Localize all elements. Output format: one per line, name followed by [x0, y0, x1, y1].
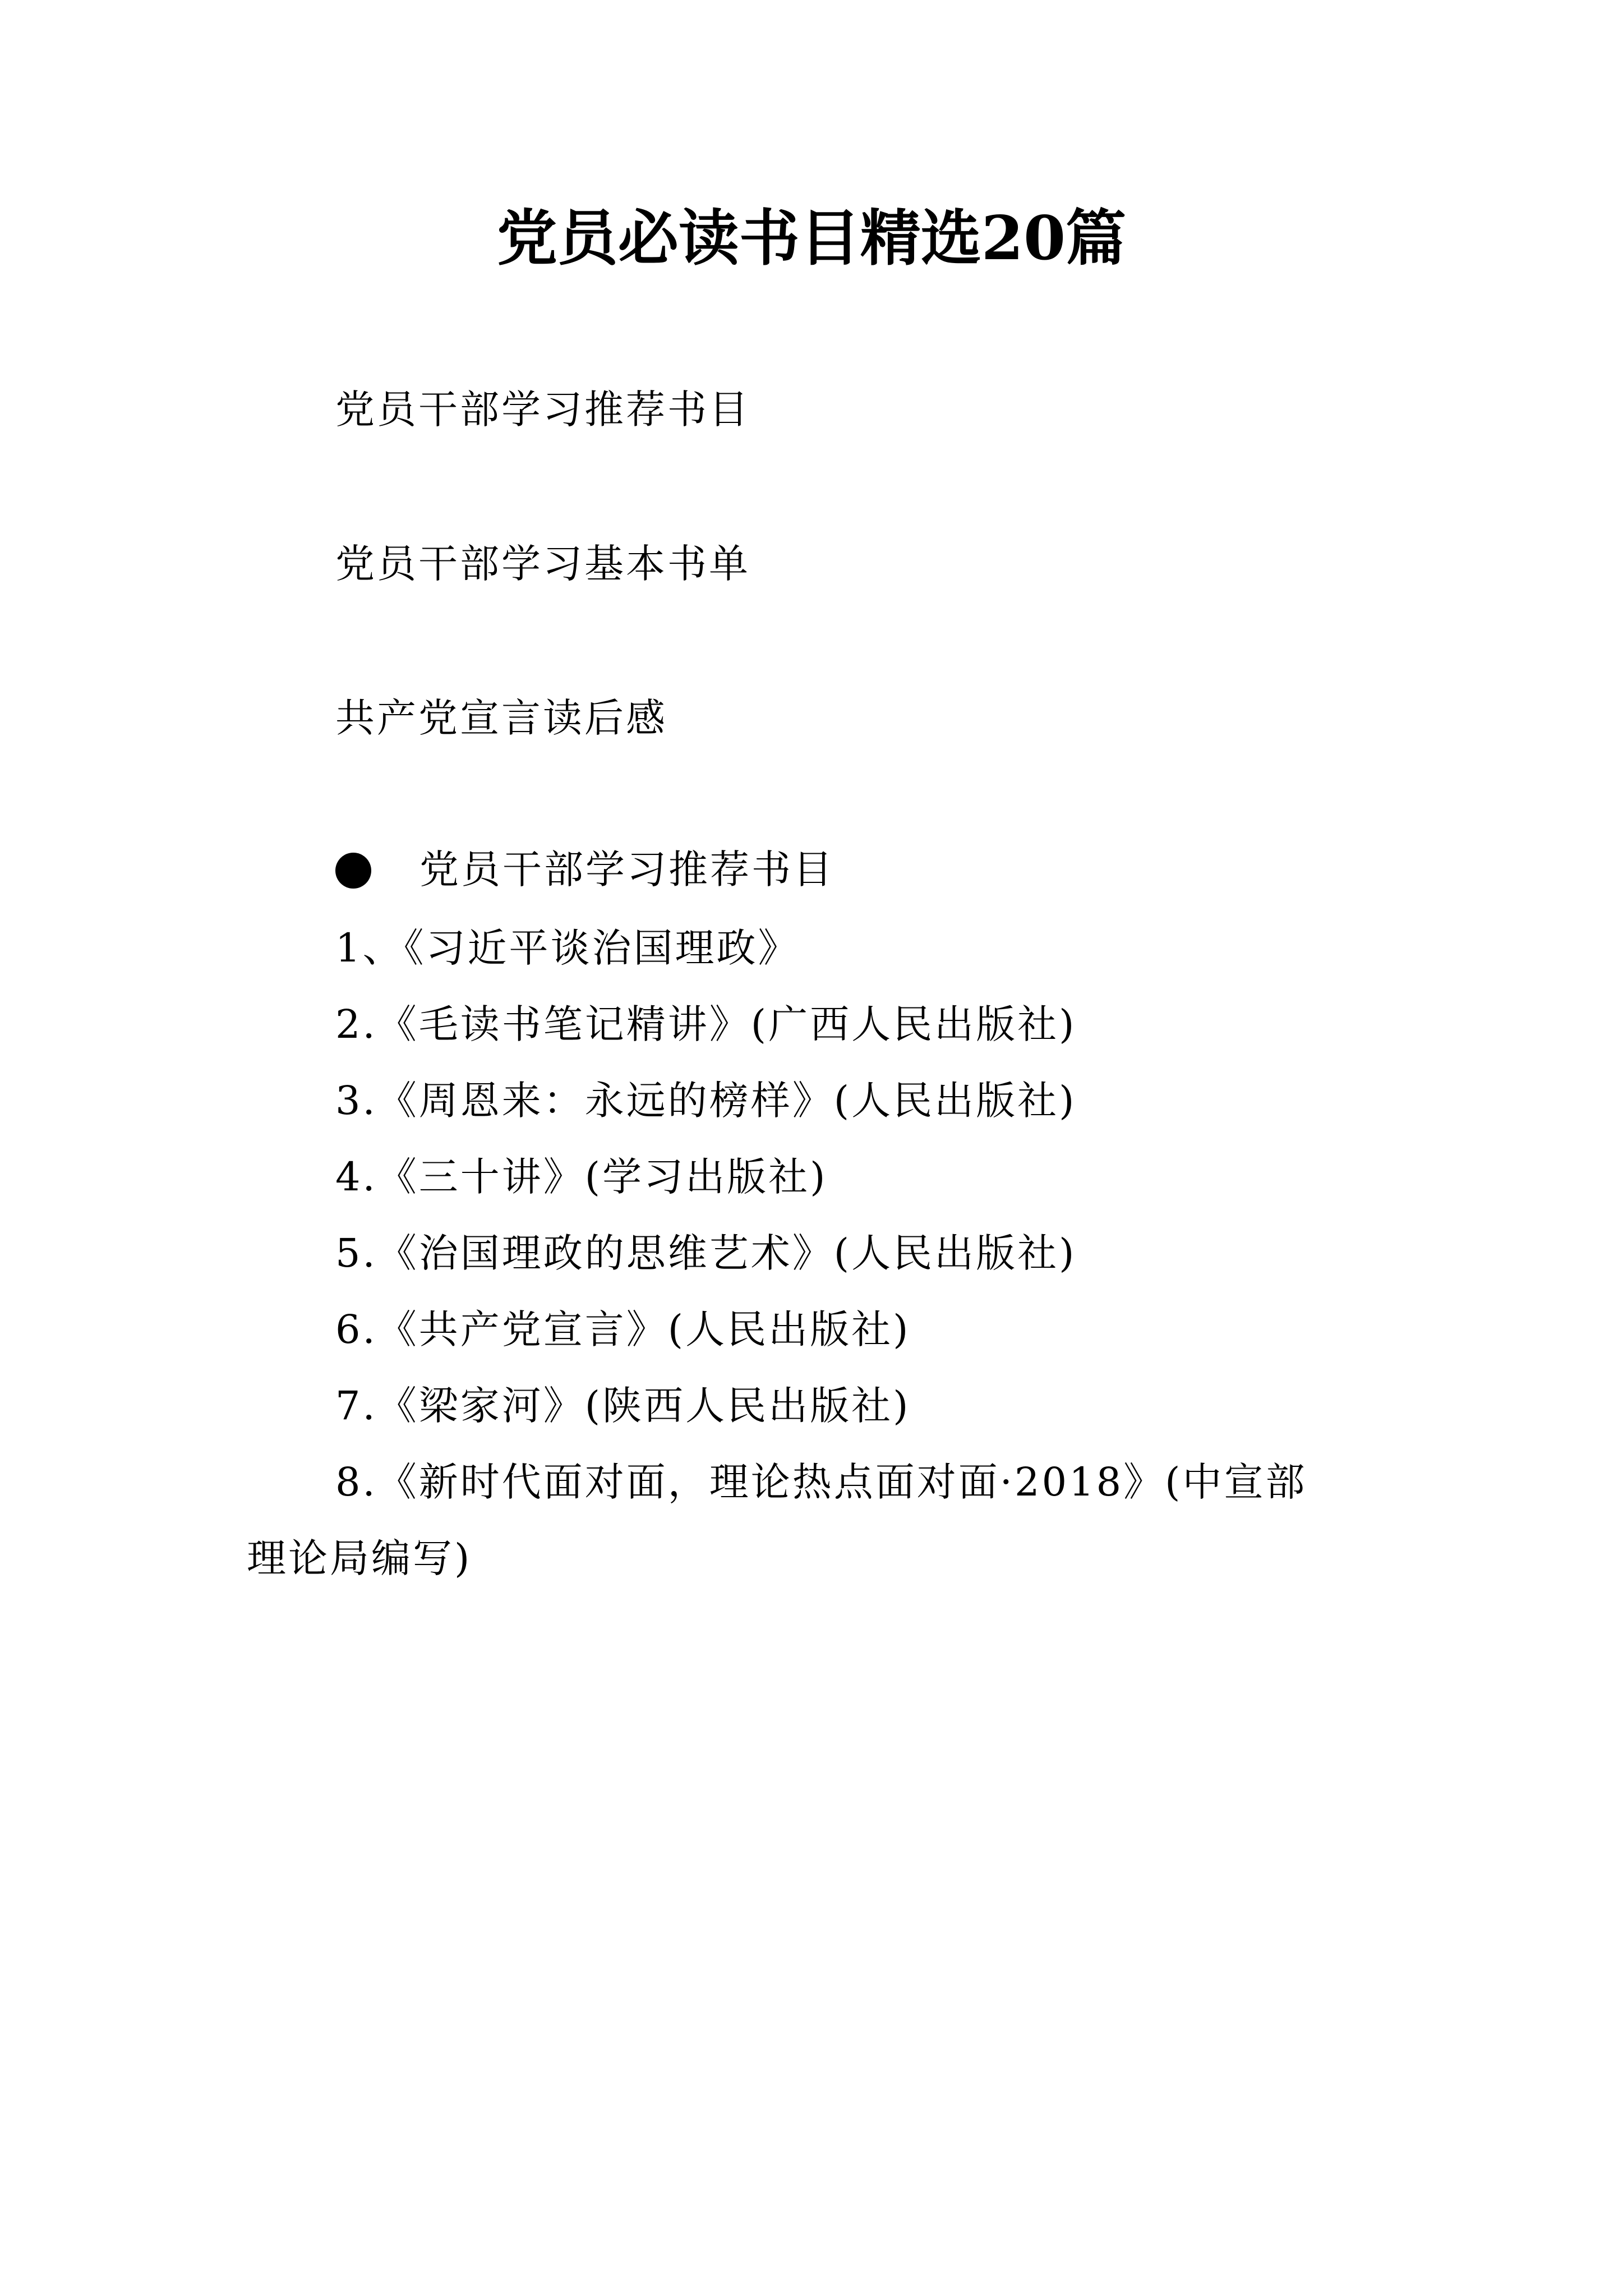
toc-item-manifesto-review: 共产党宣言读后感 [335, 695, 667, 741]
toc-item-recommended-books: 党员干部学习推荐书目 [335, 386, 750, 432]
list-item: 5.《治国理政的思维艺术》(人民出版社) [335, 1230, 1077, 1276]
list-item: 4.《三十讲》(学习出版社) [335, 1154, 828, 1200]
section-heading-row [335, 841, 834, 898]
list-item: 7.《梁家河》(陕西人民出版社) [335, 1383, 911, 1429]
list-item: 3.《周恩来：永远的榜样》(人民出版社) [335, 1078, 1077, 1124]
document-title: 党员必读书目精选20篇 [496, 203, 1127, 274]
list-item-8-line-2: 理论局编写) [247, 1535, 472, 1581]
section-heading: 党员干部学习推荐书目 [419, 846, 834, 892]
list-item: 2.《毛读书笔记精讲》(广西人民出版社) [335, 1001, 1077, 1047]
bullet-dot-icon [335, 853, 371, 889]
list-item: 6.《共产党宣言》(人民出版社) [335, 1306, 911, 1352]
list-item-8-line-1: 8.《新时代面对面，理论热点面对面·2018》(中宣部 [335, 1459, 1307, 1505]
toc-item-basic-booklist: 党员干部学习基本书单 [335, 541, 750, 587]
list-item: 1、《习近平谈治国理政》 [335, 925, 800, 971]
